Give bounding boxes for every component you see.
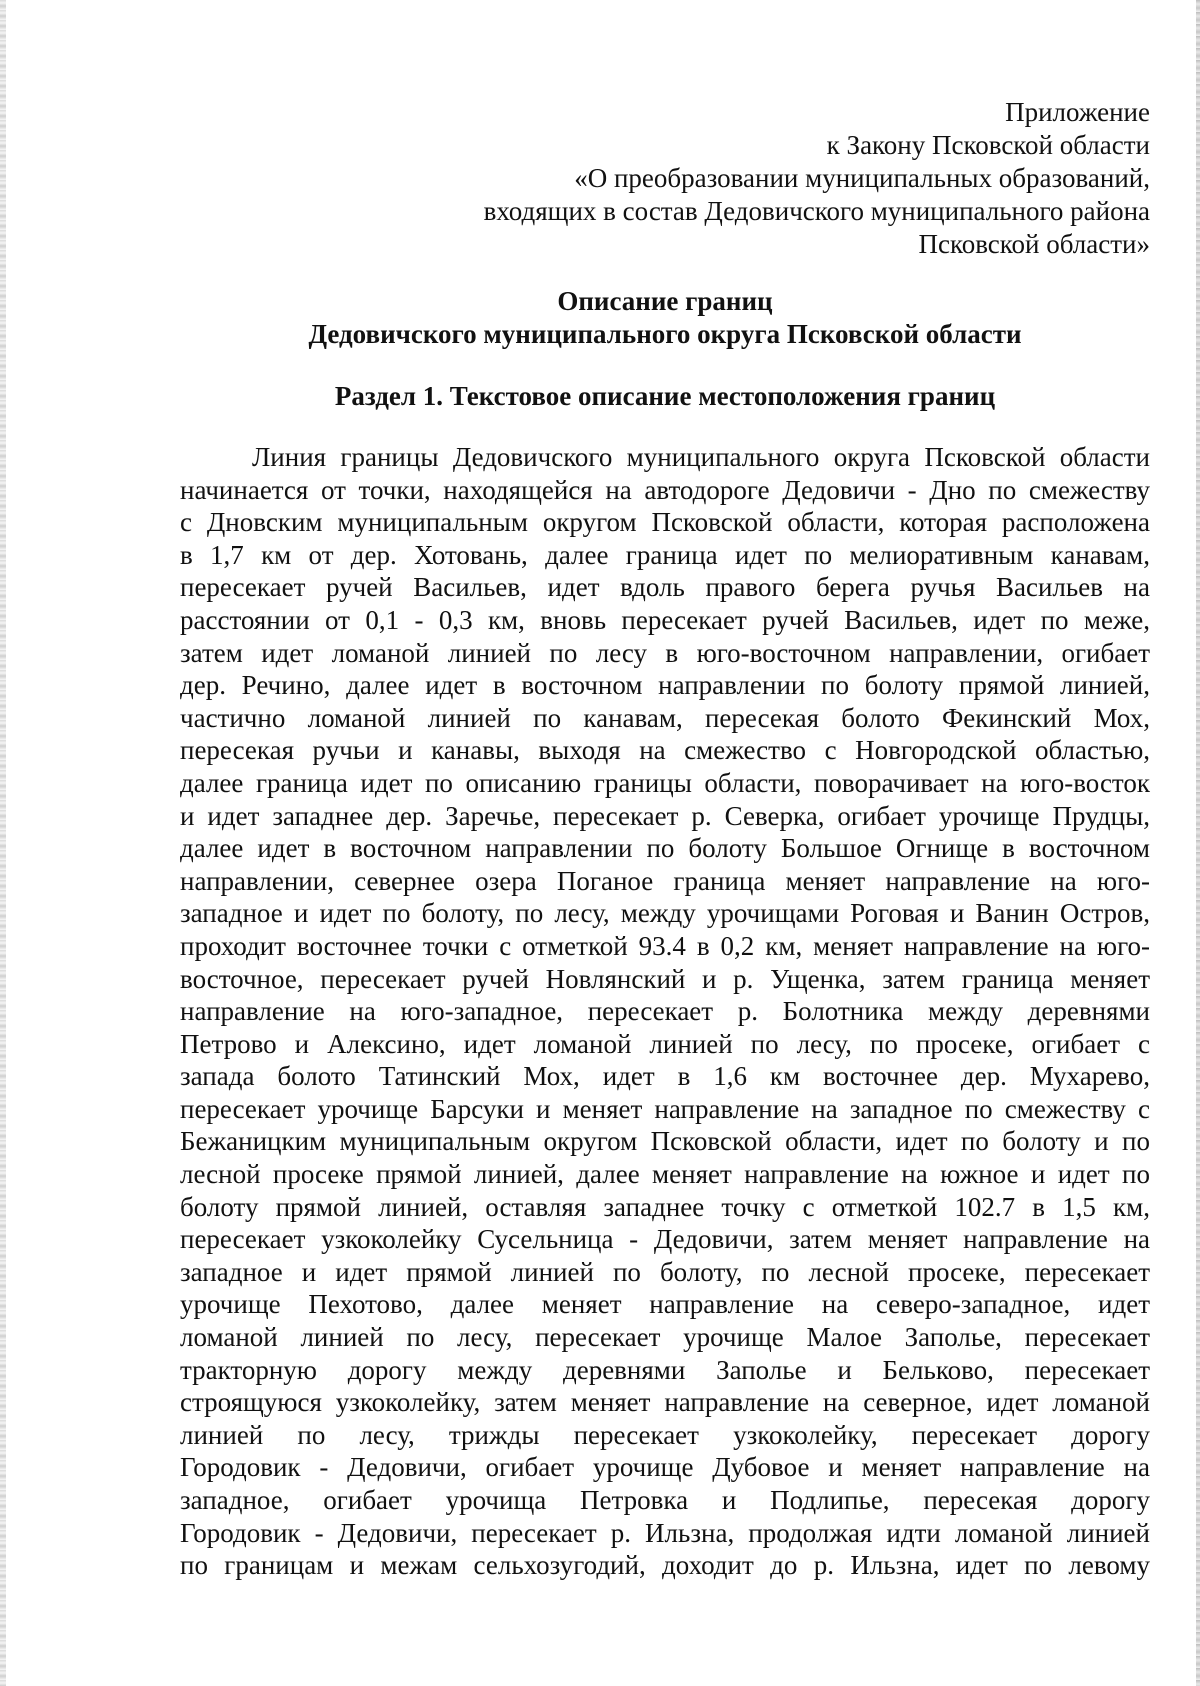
paragraph-line: Городовик - Дедовичи, пересекает р. Ильзна, продолжая идти ломаной линией [180, 1517, 1150, 1548]
paragraph-line: лесной просеке прямой линией, далее меняет направление на южное и идет по [180, 1159, 1150, 1190]
paragraph-line: линией по лесу, трижды пересекает узкоколейку, пересекает дорогу [180, 1419, 1150, 1450]
appendix-line: «О преобразовании муниципальных образований, [574, 163, 1150, 193]
paragraph-line: направление на юго-западное, пересекает р. Болотника между деревнями [180, 996, 1150, 1027]
paragraph-line: ломаной линией по лесу, пересекает урочище Малое Заполье, пересекает [180, 1322, 1150, 1353]
paragraph-line: тракторную дорогу между деревнями Заполье и Бельково, пересекает [180, 1354, 1150, 1385]
paragraph-line: дер. Речино, далее идет в восточном направлении по болоту прямой линией, [180, 670, 1150, 701]
paragraph-line: болоту прямой линией, оставляя западнее точку с отметкой 102.7 в 1,5 км, [180, 1191, 1150, 1222]
appendix-header [180, 96, 1150, 261]
paragraph-line: по границам и межам сельхозугодий, доходит до р. Ильзна, идет по левому [180, 1550, 1150, 1581]
appendix-line: к Закону Псковской области [826, 130, 1150, 160]
paragraph-line: пересекает ручей Васильев, идет вдоль правого берега ручья Васильев на [180, 572, 1150, 603]
paragraph-line: с Дновским муниципальным округом Псковской области, которая расположена [180, 507, 1150, 538]
document-title [180, 285, 1150, 351]
paragraph-line: Бежаницким муниципальным округом Псковской области, идет по болоту и по [180, 1126, 1150, 1157]
paragraph-line: в 1,7 км от дер. Хотовань, далее граница идет по мелиоративным канавам, [180, 539, 1150, 570]
scan-edge-left [0, 0, 6, 1686]
paragraph-line: затем идет ломаной линией по лесу в юго-восточном направлении, огибает [180, 637, 1150, 668]
paragraph-line: западное и идет прямой линией по болоту, по лесной просеке, пересекает [180, 1256, 1150, 1287]
paragraph-line: проходит восточнее точки с отметкой 93.4 в 0,2 км, меняет направление на юго- [180, 930, 1150, 961]
body-paragraph [180, 441, 1150, 1582]
paragraph-line: Городовик - Дедовичи, огибает урочище Дубовое и меняет направление на [180, 1452, 1150, 1483]
scan-edge-right [1196, 0, 1200, 1686]
paragraph-line: строящуюся узкоколейку, затем меняет направление на северное, идет ломаной [180, 1387, 1150, 1418]
paragraph-line: далее граница идет по описанию границы области, поворачивает на юго-восток [180, 767, 1150, 798]
title-line: Описание границ [557, 286, 773, 316]
paragraph-line: пересекает урочище Барсуки и меняет направление на западное по смежеству с [180, 1093, 1150, 1124]
paragraph-line: восточное, пересекает ручей Новлянский и р. Ущенка, затем граница меняет [180, 963, 1150, 994]
appendix-line: входящих в состав Дедовичского муниципального района [483, 196, 1150, 226]
paragraph-line: Петрово и Алексино, идет ломаной линией по лесу, по просеке, огибает с [180, 1028, 1150, 1059]
paragraph-line: направлении, севернее озера Поганое граница меняет направление на юго- [180, 865, 1150, 896]
paragraph-line: и идет западнее дер. Заречье, пересекает р. Северка, огибает урочище Прудцы, [180, 800, 1150, 831]
paragraph-line: начинается от точки, находящейся на автодороге Дедовичи - Дно по смежеству [180, 474, 1150, 505]
appendix-line: Псковской области» [918, 229, 1150, 259]
paragraph-line: Линия границы Дедовичского муниципального округа Псковской области [252, 442, 1150, 472]
paragraph-line: частично ломаной линией по канавам, пересекая болото Фекинский Мох, [180, 702, 1150, 733]
document-page [180, 96, 1150, 1582]
paragraph-line: расстоянии от 0,1 - 0,3 км, вновь пересекает ручей Васильев, идет по меже, [180, 604, 1150, 635]
section-heading: Раздел 1. Текстовое описание местоположения границ [334, 381, 996, 411]
paragraph-line: пересекает узкоколейку Сусельница - Дедовичи, затем меняет направление на [180, 1224, 1150, 1255]
appendix-line: Приложение [1005, 97, 1150, 127]
paragraph-line: пересекая ручьи и канавы, выходя на смежество с Новгородской областью, [180, 735, 1150, 766]
paragraph-line: западное, огибает урочища Петровка и Подлипье, пересекая дорогу [180, 1485, 1150, 1515]
paragraph-line: урочище Пехотово, далее меняет направление на северо-западное, идет [180, 1289, 1150, 1320]
paragraph-line: далее идет в восточном направлении по болоту Большое Огнище в восточном [180, 833, 1150, 864]
paragraph-line: запада болото Татинский Мох, идет в 1,6 км восточнее дер. Мухарево, [180, 1061, 1150, 1092]
paragraph-line: западное и идет по болоту, по лесу, между урочищами Роговая и Ванин Остров, [180, 898, 1150, 929]
title-line: Дедовичского муниципального округа Псковской области [308, 319, 1022, 349]
